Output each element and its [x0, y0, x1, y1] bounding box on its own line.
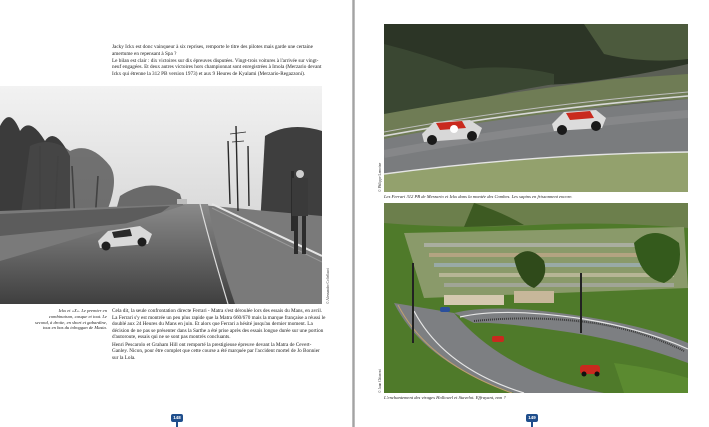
intro-paragraph-2: Le bilan est clair : dix victoires sur dix épreuves disputées. Vingt-trois voitures à l'arrivée sur vingt-neuf engagées. Et deux autres victoires hors championnat sont enregistrées à Imola (Merzario devant Ickx qui étrenne la 312 PB version 1973) et aux 9 Heures de Kyalami (Merzario-Regazzoni). — [112, 57, 322, 77]
right-page — [355, 0, 709, 427]
body-paragraph-1: Cela dit, la seule confrontation directe Ferrari - Matra s'est déroulée lors des essais du Mans, en avril. La Ferrari s'y est montrée un peu plus rapide que la Matra 660/670 mais la marque française a réussi le doublé aux 24 Heures du Mans en juin. Et alors que Ferrari a hésité jusqu'au dernier moment. La décision de ne pas se présenter dans la Sarthe a été prise après des essais longue durée sur une portion d'autoroute, essais qui ne se sont pas montrés concluants. — [112, 308, 326, 341]
left-photo-credit: © Alessandro Coltellacci — [326, 267, 330, 304]
top-photo-caption: Les Ferrari 312 PB de Merzario et Ickx dans la montée des Combes. Les sapins en frissonnent encore. — [384, 194, 573, 199]
top-photo-credit: © Philippe Lemoine — [378, 162, 382, 192]
bottom-photo-caption: L'enchantement des virages Hollowel et Stavelot. Effrayant, non ? — [384, 395, 506, 400]
body-text — [112, 308, 327, 362]
intro-text — [112, 44, 327, 78]
blue-race-car — [440, 307, 450, 312]
left-page — [0, 0, 352, 427]
top-race-photo-image — [384, 24, 688, 192]
left-race-photo-image — [0, 86, 322, 304]
left-photo-caption: Ickx et «X». Le premier en combinaison, casque et tout. Le second, à droite, en short et gabardine, tous en bas du toboggan de Masta. — [35, 308, 108, 331]
bottom-photo-credit: © Juan Chiaroni — [378, 369, 382, 393]
bottom-race-photo — [384, 203, 688, 393]
left-page-number: 148 — [171, 414, 183, 422]
right-page-number: 149 — [526, 414, 538, 422]
left-race-photo — [0, 86, 322, 304]
top-race-photo — [384, 24, 688, 192]
bottom-race-photo-image — [384, 203, 688, 393]
intro-paragraph-1: Jacky Ickx est donc vainqueur à six reprises, remporte le titre des pilotes mais garde une certaine amertume en repensant à Spa ? — [112, 44, 313, 57]
red-race-car-1 — [492, 336, 504, 342]
body-paragraph-2: Henri Pescarolo et Graham Hill ont remporté la prestigieuse épreuve devant la Matra de Cevert-Ganley. Nicon, pour être complet que cette course a été marquée par l'accident mortel de Jo Bonnier sur la Lola. — [112, 341, 320, 361]
